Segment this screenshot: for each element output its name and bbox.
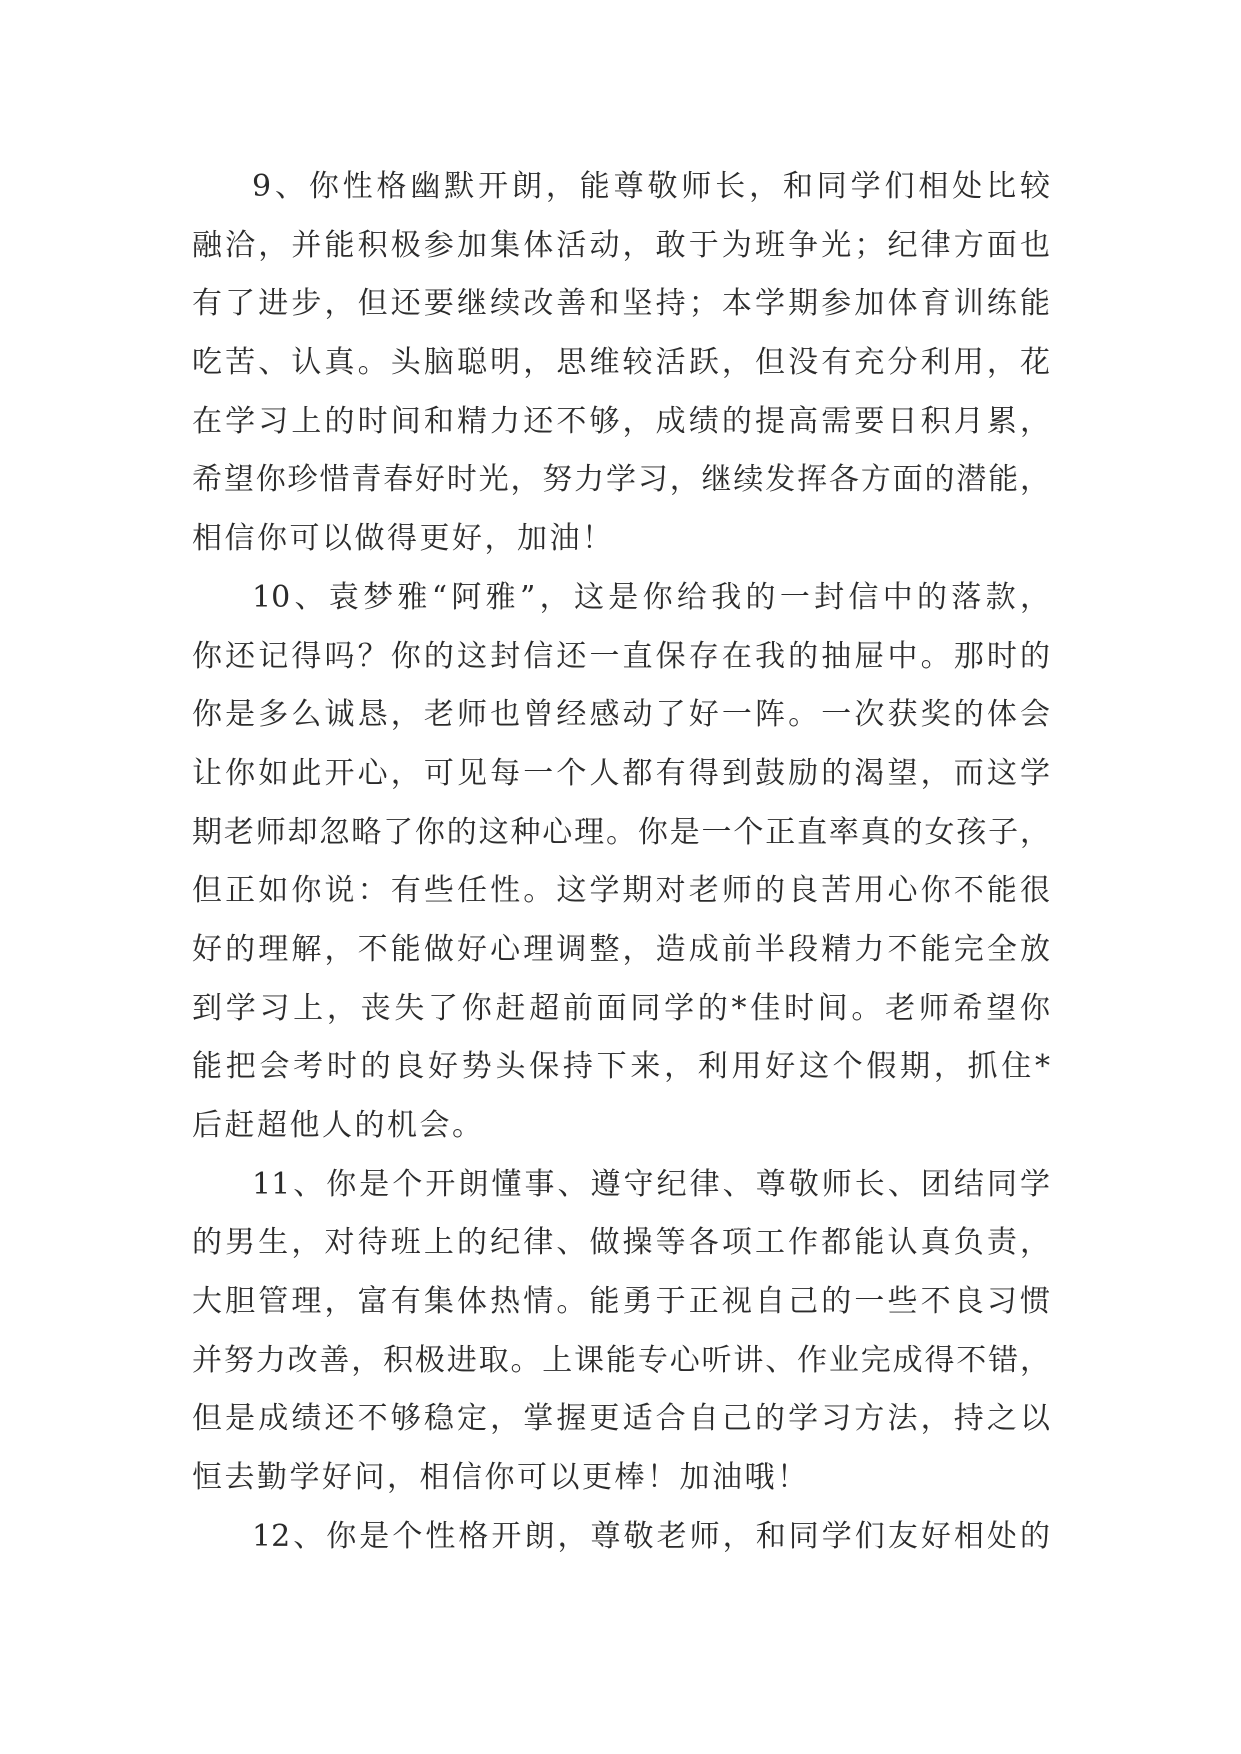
text-line: 希望你珍惜青春好时光，努力学习，继续发挥各方面的潜能， xyxy=(192,462,1050,498)
text-line: 9、你性格幽默开朗，能尊敬师长，和同学们相处比较 xyxy=(252,169,1050,204)
text-line: 但是成绩还不够稳定，掌握更适合自己的学习方法，持之以 xyxy=(192,1401,1050,1437)
text-line: 在学习上的时间和精力还不够，成绩的提高需要日积月累， xyxy=(192,403,1050,439)
text-line: 好的理解，不能做好心理调整，造成前半段精力不能完全放 xyxy=(192,931,1050,967)
text-line: 融洽，并能积极参加集体活动，敢于为班争光；纪律方面也 xyxy=(192,227,1050,263)
text-line: 到学习上，丧失了你赶超前面同学的*佳时间。老师希望你 xyxy=(192,990,1050,1026)
text-line: 12、你是个性格开朗，尊敬老师，和同学们友好相处的 xyxy=(252,1518,1050,1554)
document-body xyxy=(192,158,1050,1567)
text-line: 你是多么诚恳，老师也曾经感动了好一阵。一次获奖的体会 xyxy=(192,697,1050,733)
paragraph-11 xyxy=(192,1156,1050,1508)
paragraph-9 xyxy=(192,158,1050,569)
text-line: 相信你可以做得更好，加油！ xyxy=(192,521,615,557)
text-line: 但正如你说：有些任性。这学期对老师的良苦用心你不能很 xyxy=(192,873,1050,909)
text-line: 期老师却忽略了你的这种心理。你是一个正直率真的女孩子， xyxy=(192,814,1050,850)
text-line: 你还记得吗？你的这封信还一直保存在我的抽屉中。那时的 xyxy=(192,638,1050,674)
paragraph-10 xyxy=(192,569,1050,1156)
text-line: 大胆管理，富有集体热情。能勇于正视自己的一些不良习惯 xyxy=(192,1284,1050,1320)
text-line: 恒去勤学好问，相信你可以更棒！加油哦！ xyxy=(192,1460,810,1496)
paragraph-12 xyxy=(192,1508,1050,1567)
text-line: 10、袁梦雅“阿雅”，这是你给我的一封信中的落款， xyxy=(252,579,1050,615)
text-line: 吃苦、认真。头脑聪明，思维较活跃，但没有充分利用，花 xyxy=(192,345,1050,381)
text-line: 后赶超他人的机会。 xyxy=(192,1108,485,1143)
text-line: 并努力改善，积极进取。上课能专心听讲、作业完成得不错， xyxy=(192,1342,1050,1378)
text-line: 11、你是个开朗懂事、遵守纪律、尊敬师长、团结同学 xyxy=(252,1166,1050,1202)
text-line: 能把会考时的良好势头保持下来，利用好这个假期，抓住* xyxy=(192,1049,1050,1085)
text-line: 让你如此开心，可见每一个人都有得到鼓励的渴望，而这学 xyxy=(192,755,1050,791)
text-line: 有了进步，但还要继续改善和坚持；本学期参加体育训练能 xyxy=(192,286,1050,322)
text-line: 的男生，对待班上的纪律、做操等各项工作都能认真负责， xyxy=(192,1225,1050,1261)
